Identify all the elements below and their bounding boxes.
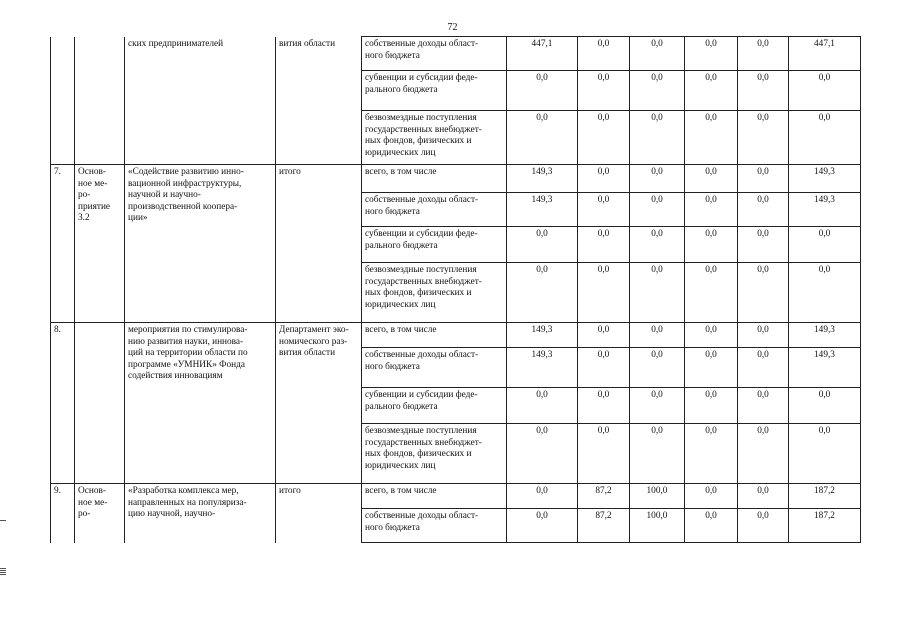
funding-source-cell (362, 388, 507, 424)
value-cell: 0,0 (685, 263, 738, 323)
value-cell: 0,0 (738, 193, 789, 227)
type-cell (75, 323, 125, 484)
value-cell: 0,0 (789, 388, 861, 424)
executor-cell-text: итого (279, 167, 301, 177)
event-cell-text: «Содействие развитию инно- вационной инфраструктуры, научной и научно- производственной коопера- ции» (128, 167, 244, 223)
row-number-cell-text: 9. (54, 486, 61, 496)
row-number-cell-text: 7. (54, 167, 61, 177)
funding-source-cell-text: собственные доходы област- ного бюджета (365, 195, 479, 217)
funding-source-cell-text: всего, в том числе (365, 486, 437, 496)
executor-cell (276, 37, 362, 165)
funding-source-cell (362, 71, 507, 111)
value-cell: 0,0 (685, 165, 738, 193)
value-cell: 0,0 (738, 424, 789, 484)
value-cell: 0,0 (578, 263, 630, 323)
event-cell (125, 37, 276, 165)
value-cell: 149,3 (507, 165, 578, 193)
value-cell: 149,3 (789, 323, 861, 348)
value-cell: 0,0 (630, 348, 685, 388)
value-cell: 187,2 (789, 509, 861, 543)
value-cell: 0,0 (685, 37, 738, 71)
value-cell: 0,0 (578, 227, 630, 263)
value-cell: 0,0 (578, 193, 630, 227)
value-cell: 0,0 (578, 348, 630, 388)
value-cell: 0,0 (738, 388, 789, 424)
row-number-cell (51, 323, 75, 484)
funding-source-cell (362, 348, 507, 388)
executor-cell-text: Департамент эко- номического раз- вития области (279, 325, 349, 358)
event-cell-text: «Разработка комплекса мер, направленных на популяриза- цию научной, научно- (128, 486, 247, 519)
value-cell: 0,0 (685, 227, 738, 263)
funding-source-cell-text: собственные доходы област- ного бюджета (365, 511, 479, 533)
value-cell: 0,0 (685, 323, 738, 348)
value-cell: 149,3 (789, 165, 861, 193)
value-cell: 0,0 (630, 193, 685, 227)
value-cell: 0,0 (578, 71, 630, 111)
value-cell: 0,0 (630, 323, 685, 348)
event-cell (125, 323, 276, 484)
value-cell: 0,0 (578, 165, 630, 193)
value-cell: 100,0 (630, 484, 685, 509)
value-cell: 0,0 (507, 227, 578, 263)
value-cell: 0,0 (685, 348, 738, 388)
value-cell: 447,1 (507, 37, 578, 71)
funding-source-cell (362, 111, 507, 165)
value-cell: 0,0 (789, 111, 861, 165)
funding-source-cell (362, 263, 507, 323)
table-row (51, 484, 861, 509)
value-cell: 0,0 (578, 323, 630, 348)
budget-table (50, 36, 861, 543)
value-cell: 0,0 (685, 71, 738, 111)
value-cell: 87,2 (578, 509, 630, 543)
executor-cell (276, 323, 362, 484)
funding-source-cell (362, 484, 507, 509)
funding-source-cell-text: всего, в том числе (365, 325, 437, 335)
funding-source-cell (362, 37, 507, 71)
value-cell: 0,0 (789, 424, 861, 484)
value-cell: 0,0 (738, 227, 789, 263)
value-cell: 0,0 (630, 424, 685, 484)
funding-source-cell (362, 165, 507, 193)
value-cell: 149,3 (789, 193, 861, 227)
value-cell: 0,0 (578, 388, 630, 424)
num-cell (51, 37, 75, 165)
event-cell (125, 165, 276, 323)
value-cell: 0,0 (578, 37, 630, 71)
value-cell: 0,0 (507, 484, 578, 509)
value-cell: 0,0 (738, 165, 789, 193)
table-row (51, 323, 861, 348)
value-cell: 0,0 (685, 509, 738, 543)
value-cell: 0,0 (685, 111, 738, 165)
value-cell: 0,0 (630, 263, 685, 323)
funding-source-cell (362, 323, 507, 348)
funding-source-cell-text: безвозмездные поступления государственных внебюджет- ных фондов, физических и юридических лиц (365, 426, 482, 471)
value-cell: 0,0 (630, 71, 685, 111)
funding-source-cell-text: безвозмездные поступления государственных внебюджет- ных фондов, физических и юридических лиц (365, 265, 482, 310)
type-cell-text: Основ- ное ме- ро- приятие 3.2 (78, 167, 111, 223)
value-cell: 0,0 (630, 37, 685, 71)
page-number: 72 (447, 22, 458, 33)
value-cell: 0,0 (685, 193, 738, 227)
value-cell: 149,3 (507, 348, 578, 388)
executor-cell-text: вития области (279, 38, 336, 49)
value-cell: 0,0 (789, 227, 861, 263)
value-cell: 0,0 (630, 111, 685, 165)
value-cell: 0,0 (685, 484, 738, 509)
value-cell: 0,0 (685, 388, 738, 424)
value-cell: 447,1 (789, 37, 861, 71)
table-row (51, 37, 861, 71)
value-cell: 0,0 (738, 484, 789, 509)
value-cell: 0,0 (738, 263, 789, 323)
funding-source-cell-text: субвенции и субсидии феде- рального бюджета (365, 73, 478, 95)
funding-source-cell-text: собственные доходы област- ного бюджета (365, 350, 479, 372)
funding-source-cell-text: безвозмездные поступления государственных внебюджет- ных фондов, физических и юридических лиц (365, 113, 482, 158)
type-cell (75, 37, 125, 165)
value-cell: 187,2 (789, 484, 861, 509)
value-cell: 0,0 (738, 323, 789, 348)
executor-cell (276, 165, 362, 323)
value-cell: 0,0 (578, 111, 630, 165)
row-number-cell-text: 8. (54, 325, 61, 335)
value-cell: 0,0 (507, 111, 578, 165)
funding-source-cell (362, 424, 507, 484)
executor-cell (276, 484, 362, 543)
value-cell: 0,0 (738, 509, 789, 543)
type-cell (75, 484, 125, 543)
value-cell: 0,0 (685, 424, 738, 484)
row-number-cell (51, 165, 75, 323)
row-number-cell (51, 484, 75, 543)
funding-source-cell-text: всего, в том числе (365, 167, 437, 177)
value-cell: 0,0 (738, 71, 789, 111)
value-cell: 0,0 (507, 71, 578, 111)
event-cell (125, 484, 276, 543)
value-cell: 0,0 (507, 509, 578, 543)
value-cell: 0,0 (630, 227, 685, 263)
value-cell: 0,0 (738, 111, 789, 165)
value-cell: 100,0 (630, 509, 685, 543)
funding-source-cell-text: субвенции и субсидии феде- рального бюджета (365, 229, 478, 251)
funding-source-cell-text: собственные доходы област- ного бюджета (365, 39, 479, 61)
executor-cell-text: итого (279, 486, 301, 496)
value-cell: 0,0 (507, 263, 578, 323)
value-cell: 0,0 (630, 388, 685, 424)
type-cell (75, 165, 125, 323)
funding-source-cell (362, 193, 507, 227)
value-cell: 87,2 (578, 484, 630, 509)
event-cell-text: мероприятия по стимулирова- нию развития науки, иннова- ций на территории области по программе «УМНИК» Фонда содействия инновациям (128, 325, 248, 381)
type-cell-text: Основ- ное ме- ро- (78, 486, 108, 519)
value-cell: 0,0 (578, 424, 630, 484)
funding-source-cell-text: субвенции и субсидии феде- рального бюджета (365, 390, 478, 412)
value-cell: 0,0 (507, 388, 578, 424)
value-cell: 0,0 (738, 348, 789, 388)
value-cell: 0,0 (630, 165, 685, 193)
event-cell-text: ских предпринимателей (128, 38, 224, 49)
value-cell: 0,0 (789, 263, 861, 323)
value-cell: 149,3 (789, 348, 861, 388)
value-cell: 0,0 (789, 71, 861, 111)
value-cell: 149,3 (507, 193, 578, 227)
funding-source-cell (362, 509, 507, 543)
value-cell: 0,0 (507, 424, 578, 484)
value-cell: 0,0 (738, 37, 789, 71)
funding-source-cell (362, 227, 507, 263)
table-row (51, 165, 861, 193)
value-cell: 149,3 (507, 323, 578, 348)
